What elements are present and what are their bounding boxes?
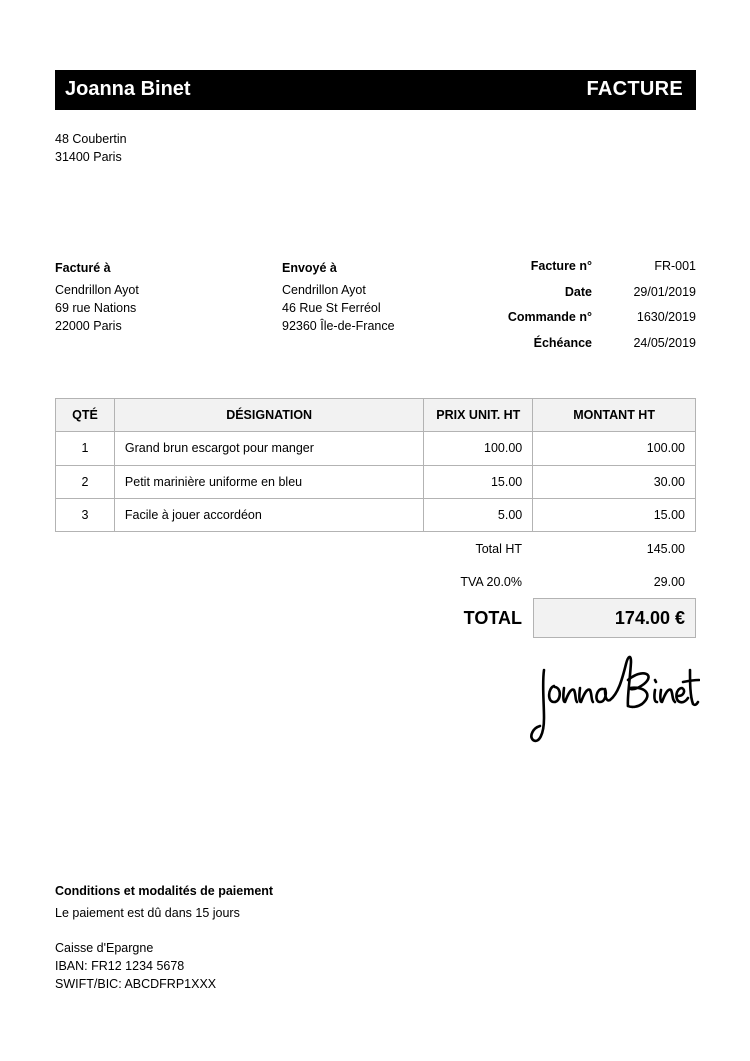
- handwritten-signature: [530, 650, 700, 750]
- payment-terms-text: Le paiement est dû dans 15 jours: [55, 906, 240, 920]
- grand-total-label: TOTAL: [463, 608, 522, 628]
- cell-designation: Grand brun escargot pour manger: [114, 432, 423, 465]
- tax-label: TVA 20.0%: [460, 575, 522, 589]
- meta-value: 24/05/2019: [633, 335, 696, 350]
- cell-unit-price: 15.00: [424, 465, 533, 498]
- meta-value: FR-001: [654, 259, 696, 273]
- payment-terms-heading: Conditions et modalités de paiement: [55, 884, 274, 898]
- bank-swift: SWIFT/BIC: ABCDFRP1XXX: [55, 977, 217, 991]
- table-row: [56, 432, 696, 465]
- table-header-row: [56, 399, 696, 432]
- header-bar: [55, 70, 696, 110]
- payment-terms: [55, 882, 273, 922]
- meta-label: Date: [564, 284, 592, 299]
- cell-amount: 100.00: [533, 432, 696, 465]
- column-header-unit-price: PRIX UNIT. HT: [424, 399, 533, 432]
- cell-qty: 2: [56, 465, 115, 498]
- meta-row-date: [460, 285, 696, 311]
- sender-address-line1: 48 Coubertin: [55, 132, 127, 146]
- subtotal-label: Total HT: [475, 542, 522, 556]
- cell-qty: 3: [56, 498, 115, 531]
- shipped-to-heading: Envoyé à: [282, 261, 337, 275]
- line-items-table: [55, 398, 696, 532]
- meta-row-order-number: [460, 310, 696, 336]
- billed-to-name: Cendrillon Ayot: [55, 283, 139, 297]
- cell-unit-price: 5.00: [424, 498, 533, 531]
- shipped-to-line1: 46 Rue St Ferréol: [282, 301, 381, 315]
- cell-designation: Facile à jouer accordéon: [114, 498, 423, 531]
- cell-designation: Petit marinière uniforme en bleu: [114, 465, 423, 498]
- table-row: [56, 465, 696, 498]
- grand-total-row: [424, 598, 696, 638]
- column-header-qty: QTÉ: [56, 399, 115, 432]
- cell-qty: 1: [56, 432, 115, 465]
- bank-name: Caisse d'Epargne: [55, 941, 154, 955]
- subtotal-row: [424, 532, 696, 565]
- table-row: [56, 498, 696, 531]
- billed-to-heading: Facturé à: [55, 261, 111, 275]
- company-name: Joanna Binet: [65, 78, 191, 100]
- column-header-amount: MONTANT HT: [533, 399, 696, 432]
- grand-total-value: 174.00 €: [614, 608, 685, 628]
- shipped-to-block: [282, 259, 395, 335]
- shipped-to-name: Cendrillon Ayot: [282, 283, 366, 297]
- meta-row-invoice-number: [460, 259, 696, 285]
- invoice-meta: [460, 259, 696, 361]
- tax-row: [424, 565, 696, 598]
- cell-amount: 15.00: [533, 498, 696, 531]
- bank-iban: IBAN: FR12 1234 5678: [55, 959, 185, 973]
- totals-block: [424, 532, 696, 638]
- tax-value: 29.00: [653, 575, 685, 589]
- document-type-title: FACTURE: [586, 78, 683, 100]
- billed-to-line2: 22000 Paris: [55, 319, 122, 333]
- sender-address: [55, 130, 127, 166]
- meta-label: Commande n°: [507, 310, 592, 324]
- meta-label: Facture n°: [530, 259, 592, 273]
- cell-amount: 30.00: [533, 465, 696, 498]
- sender-address-line2: 31400 Paris: [55, 150, 122, 164]
- shipped-to-line2: 92360 Île-de-France: [282, 319, 395, 333]
- billed-to-block: [55, 259, 139, 335]
- meta-label: Échéance: [533, 335, 592, 350]
- subtotal-value: 145.00: [646, 542, 685, 556]
- meta-value: 29/01/2019: [633, 284, 696, 299]
- bank-details: [55, 939, 216, 993]
- column-header-designation: DÉSIGNATION: [114, 399, 423, 432]
- meta-value: 1630/2019: [636, 310, 696, 324]
- cell-unit-price: 100.00: [424, 432, 533, 465]
- meta-row-due-date: [460, 336, 696, 362]
- billed-to-line1: 69 rue Nations: [55, 301, 137, 315]
